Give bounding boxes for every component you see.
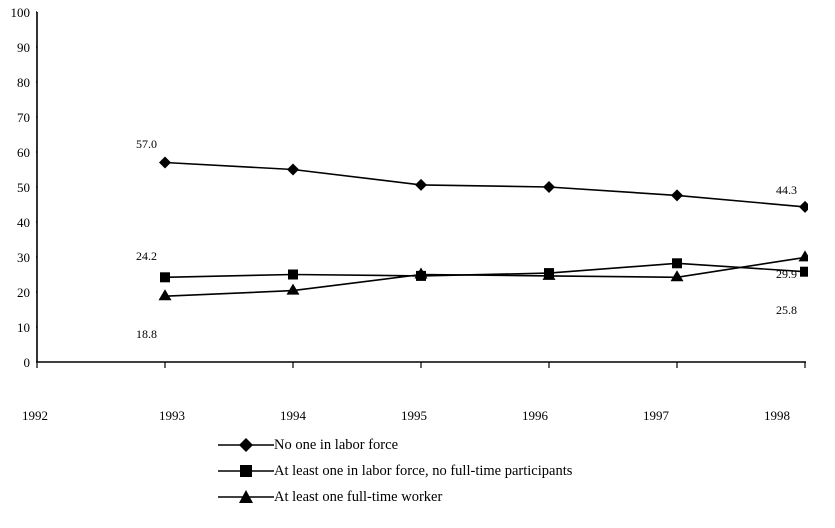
data-label-24-2: 24.2 — [136, 249, 157, 263]
x-tick-1992: 1992 — [22, 408, 48, 423]
y-tick-90: 90 — [17, 40, 30, 55]
series-markers-no-one-in-labor-force — [159, 157, 808, 213]
legend-label-at-least-one-full-time-worker: At least one full-time worker — [274, 488, 443, 505]
x-tick-1993: 1993 — [159, 408, 185, 423]
legend-label-at-least-one-in-labor-force: At least one in labor force, no full-time participants — [274, 462, 573, 479]
y-tick-40: 40 — [17, 215, 30, 230]
plot-area — [36, 10, 808, 392]
y-tick-30: 30 — [17, 250, 30, 265]
series-markers-at-least-one-in-labor-force — [160, 258, 808, 282]
y-tick-70: 70 — [17, 110, 30, 125]
legend-item-at-least-one-full-time-worker — [218, 484, 738, 510]
data-label-29-9: 29.9 — [776, 267, 797, 281]
data-label-57-0: 57.0 — [136, 137, 157, 151]
y-tick-100: 100 — [10, 5, 30, 20]
diamond-marker-icon — [218, 435, 274, 455]
square-marker-icon — [218, 461, 274, 481]
y-tick-20: 20 — [17, 285, 30, 300]
y-tick-50: 50 — [17, 180, 30, 195]
legend-item-at-least-one-in-labor-force — [218, 458, 738, 484]
x-tick-1998: 1998 — [764, 408, 790, 423]
y-tick-80: 80 — [17, 75, 30, 90]
series-line-at-least-one-full-time-worker — [165, 257, 805, 296]
x-tick-1996: 1996 — [522, 408, 548, 423]
data-label-18-8: 18.8 — [136, 327, 157, 341]
legend-label-no-one-in-labor-force: No one in labor force — [274, 436, 399, 453]
legend-item-no-one-in-labor-force — [218, 432, 738, 458]
chart-legend — [218, 432, 738, 510]
data-label-25-8: 25.8 — [776, 303, 797, 317]
x-tick-1997: 1997 — [643, 408, 669, 423]
x-tick-1994: 1994 — [280, 408, 306, 423]
y-tick-60: 60 — [17, 145, 30, 160]
y-tick-0: 0 — [23, 355, 30, 370]
triangle-marker-icon — [218, 487, 274, 507]
series-line-no-one-in-labor-force — [165, 163, 805, 207]
data-label-44-3: 44.3 — [776, 183, 797, 197]
x-tick-1995: 1995 — [401, 408, 427, 423]
y-tick-10: 10 — [17, 320, 30, 335]
